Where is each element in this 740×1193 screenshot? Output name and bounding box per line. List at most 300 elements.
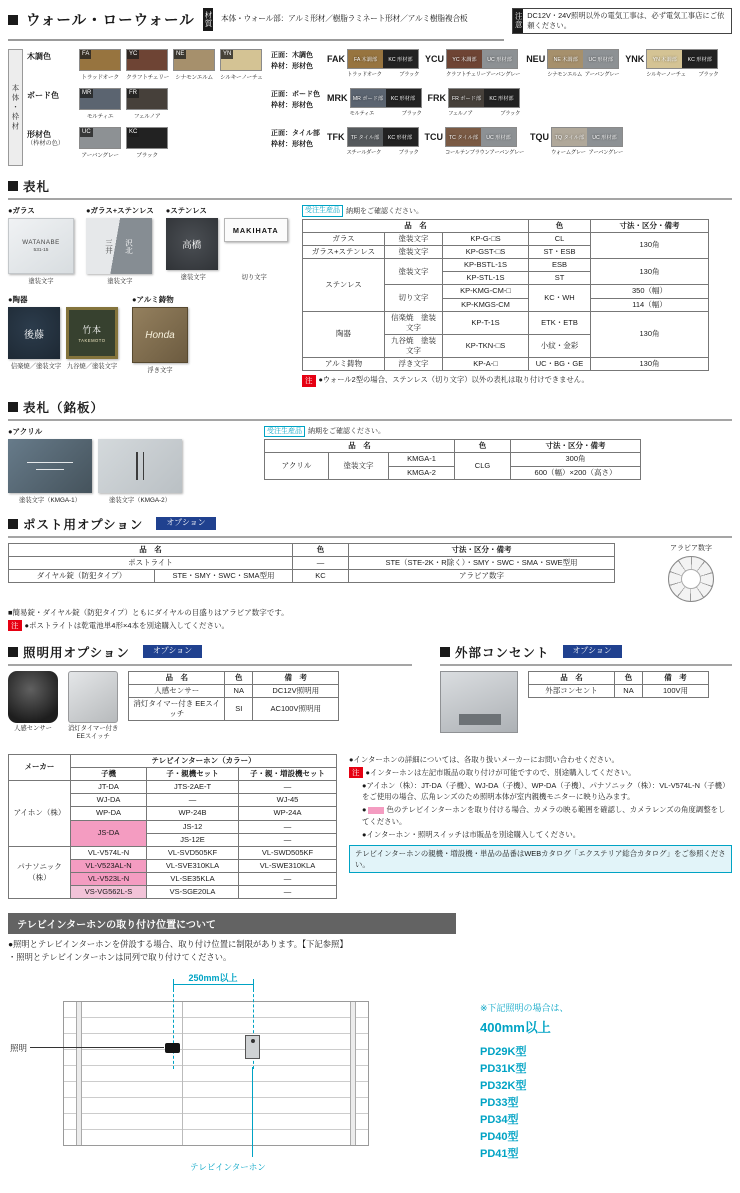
combo-front-name: ウォームグレー — [550, 150, 586, 156]
side-note-line2: 400mm以上 — [480, 1020, 551, 1036]
color-combo — [625, 49, 718, 78]
combo-front-swatch: FR ボード部 — [449, 89, 484, 107]
glass-nameplate-image: WATANABE 531-15 — [8, 218, 74, 274]
combo-frame-swatch: KC 形材部 — [383, 128, 418, 146]
combo-frame-swatch: KC 形材部 — [386, 89, 421, 107]
table-header-cell: メーカー — [9, 754, 71, 780]
combo-front-swatch: TF タイル部 — [348, 128, 383, 146]
combo-swatch — [547, 49, 619, 69]
material-text: 本体・ウォール部：アルミ形材／樹脂ラミネート形材／アルミ樹脂複合板 — [221, 14, 468, 24]
plate-caption: 九谷焼／塗装文字 — [66, 363, 118, 370]
caution-text: DC12V・24V照明以外の電気工事は、必ず電気工事店にご依頼ください。 — [527, 11, 725, 31]
section-square-icon — [440, 647, 450, 657]
section-square-icon — [8, 181, 18, 191]
motion-sensor-image — [8, 671, 58, 723]
combo-frame-swatch: UC 形材部 — [587, 128, 622, 146]
table-header-cell: 色 — [529, 219, 591, 232]
material-badge: 材質 — [203, 8, 213, 31]
table-cell: KP-GST-□S — [443, 246, 529, 259]
stainless-paint-nameplate-image: 高橋 — [166, 218, 218, 270]
interphone-note-3: ●アイホン（株）：JT-DA（子機）、WJ-DA（子機）、WP-DA（子機）、パナソニック（株）：VL-V574L-N（子機）をご使用の場合、広角レンズのため照明本体が室内親機モニターに映り込みます。 — [362, 781, 730, 802]
combo-code: FAK — [327, 54, 345, 64]
made-to-order-note: 受注生産品 納期をご確認ください。 — [302, 205, 732, 217]
table-cell: ダイヤル錠（防犯タイプ） — [9, 569, 155, 582]
color-chip — [126, 127, 168, 149]
color-chip — [126, 49, 168, 71]
interphone-note-4: ● 色のテレビインターホンを取り付ける場合、カメラの映る範囲を確認し、カメラレンズの角度調整をしてください。 — [362, 805, 726, 826]
lamp-centerline — [173, 989, 174, 1069]
table-cell: STE・SMY・SWC・SMA型用 — [155, 569, 293, 582]
page-title: ウォール・ローウォール — [26, 13, 195, 29]
table-cell: アイホン（株） — [9, 781, 71, 847]
web-catalog-note: テレビインターホンの親機・増設機・単品の品番はWEBカタログ「エクステリア総合カタログ」をご参照ください。 — [349, 845, 732, 873]
table-cell: KMGA-2 — [389, 466, 455, 479]
color-combo — [327, 49, 419, 78]
combo-label: 正面：ボード色 枠材：形材色 — [271, 91, 320, 109]
wall-drawing — [63, 1001, 369, 1146]
table-cell: 130角 — [591, 358, 709, 371]
interphone-note-1: ●インターホンの詳細については、各取り扱いメーカーにお問い合わせください。 — [349, 754, 619, 764]
nameplate-group-glass: ●ガラス WATANABE 531-15 塗装文字 — [8, 205, 74, 285]
table-cell: VL-SWE310KLA — [239, 859, 337, 872]
acrylic-table — [264, 439, 641, 479]
page-header — [8, 8, 732, 41]
table-cell: SI — [225, 697, 253, 720]
table-cell: WJ-45 — [239, 794, 337, 807]
nameplate-group-stainless: ●ステンレス 高橋 MAKIHATA 塗装文字 切り文字 — [166, 205, 288, 281]
table-cell: パナソニック（株） — [9, 846, 71, 899]
color-section — [8, 49, 732, 166]
table-cell: VL-V574L-N — [71, 846, 147, 859]
combo-front-swatch — [348, 50, 383, 68]
combo-code: TFK — [327, 132, 345, 142]
table-cell: ― — [239, 781, 337, 794]
combo-frame-name: ブラック — [698, 72, 719, 78]
pd-type-item: PD31K型 — [480, 1063, 527, 1076]
mounting-side-notes — [470, 971, 569, 1179]
option-badge: オプション — [143, 645, 202, 658]
interphone-icon — [245, 1035, 260, 1059]
combo-front-label: NE 木調部 — [553, 56, 578, 63]
color-row-wood — [27, 49, 732, 81]
note-badge: 注 — [302, 375, 316, 386]
color-combo — [425, 127, 524, 156]
nameplate-group-glass-stainless: ●ガラス+ステンレス 三井 沢北 塗装文字 — [86, 206, 154, 285]
combo-code: YCU — [425, 54, 445, 64]
table-cell: ST — [529, 272, 591, 285]
combo-frame-swatch — [682, 50, 717, 68]
combo-frame-name: ブラック — [398, 150, 419, 156]
nameplate-section-title — [8, 177, 732, 200]
title-square-icon — [8, 15, 18, 25]
color-combo — [526, 49, 619, 78]
motion-sensor-caption: 人感センサー — [14, 724, 52, 732]
table-cell: UC・BG・GE — [529, 358, 591, 371]
combo-front-swatch: TQ タイル部 — [552, 128, 587, 146]
section-title-text: 照明用オプション — [23, 645, 130, 660]
table-cell: KP-BSTL-1S — [443, 259, 529, 272]
color-chip — [126, 88, 168, 110]
group-label-text: ボード色 — [27, 91, 59, 100]
interphone-leader-line — [252, 1067, 253, 1157]
combo-list — [327, 49, 732, 78]
combo-code: YNK — [625, 54, 645, 64]
caution-badge: 注意 — [513, 9, 523, 33]
nameplate-section — [8, 177, 732, 387]
table-cell: WJ-DA — [71, 794, 147, 807]
combo-swatch — [646, 49, 718, 69]
ee-switch-caption-2: EEスイッチ — [76, 732, 110, 740]
interphone-note-2: 注 ●インターホンは左記市販品の取り付けが可能ですので、別途購入してください。 — [349, 767, 732, 778]
plaque-section — [8, 398, 732, 504]
combo-front-name: クラフトチェリー — [446, 72, 486, 78]
side-note-line1: ※下記照明の場合は、 — [480, 1003, 569, 1014]
color-chip — [79, 127, 121, 149]
table-cell: KP-A-□ — [443, 358, 529, 371]
made-to-order-badge: 受注生産品 — [302, 205, 343, 217]
color-name: フェルノア — [133, 114, 161, 120]
made-to-order-note: 受注生産品 納期をご確認ください。 — [264, 426, 641, 438]
table-cell: VL-SVE310KLA — [147, 859, 239, 872]
plate-caption: 塗装文字 — [28, 278, 54, 285]
pink-color-chip — [368, 807, 384, 814]
color-swatch — [126, 49, 168, 81]
combo-code: TCU — [424, 132, 443, 142]
kutani-nameplate-image: 竹本 TAKEMOTO — [66, 307, 118, 359]
table-cell: ガラス — [303, 232, 385, 245]
combo-front-swatch — [548, 50, 583, 68]
swatch-list — [79, 88, 271, 120]
plate-caption: 塗装文字 — [180, 274, 206, 281]
pd-type-item: PD40型 — [480, 1131, 519, 1144]
combo-swatch — [551, 127, 623, 147]
dimension-line — [173, 984, 253, 985]
table-cell: WP-DA — [71, 807, 147, 820]
combo-swatch — [445, 127, 517, 147]
color-code: FA — [82, 51, 90, 57]
combo-front-swatch: MR ボード部 — [351, 89, 386, 107]
interphone-table — [8, 754, 337, 899]
table-cell: JS-DA — [71, 820, 147, 846]
table-cell: ステンレス — [303, 259, 385, 312]
combo-label — [271, 49, 327, 72]
table-header-cell: 子・親機セット — [147, 768, 239, 781]
combo-swatch — [448, 88, 520, 108]
combo-front-label: YN 木調部 — [652, 56, 677, 63]
table-cell: 350（幅） — [591, 285, 709, 298]
table-cell: JS-12E — [147, 833, 239, 846]
nameplate-group-cast-aluminum: ●アルミ鋳物 Honda 浮き文字 — [132, 294, 188, 374]
color-row-board — [27, 88, 732, 120]
combo-front-swatch: TC タイル部 — [446, 128, 481, 146]
table-cell: 300角 — [511, 453, 641, 466]
color-combo — [425, 49, 520, 78]
combo-frame-name: アーバングレー — [588, 150, 623, 156]
post-note-1: ■簡易錠・ダイヤル錠（防犯タイプ）ともにダイヤルの目盛りはアラビア数字です。 — [8, 607, 289, 617]
table-cell: ESB — [529, 259, 591, 272]
combo-frame-name: アーバングレー — [584, 72, 620, 78]
color-code: UC — [82, 129, 91, 135]
arabic-numerals-label: アラビア数字 — [670, 544, 712, 552]
option-badge: オプション — [156, 517, 215, 530]
table-cell: ― — [239, 833, 337, 846]
table-cell: JT-DA — [71, 781, 147, 794]
combo-frame-swatch — [482, 50, 517, 68]
section-title-text: ポスト用オプション — [23, 517, 144, 532]
combo-swatch — [347, 127, 419, 147]
color-code: KC — [129, 129, 138, 135]
combo-swatch — [347, 49, 419, 69]
color-code: FR — [129, 90, 137, 96]
combo-frame-label: KC 形材部 — [687, 56, 712, 63]
pd-type-item: PD33型 — [480, 1097, 519, 1110]
table-header-cell: 品 名 — [265, 440, 455, 453]
swatch-list — [79, 49, 271, 81]
combo-front-name: スチールダーク — [346, 150, 382, 156]
combo-frame-label: KC 形材部 — [388, 56, 413, 63]
color-swatch — [173, 49, 215, 81]
cast-aluminum-nameplate-image: Honda — [132, 307, 188, 363]
combo-frame-label: UC 形材部 — [487, 56, 512, 63]
color-code: YN — [223, 51, 232, 57]
section-title-text: 外部コンセント — [455, 645, 550, 660]
color-name: アーバングレー — [81, 153, 119, 159]
color-chip — [79, 49, 121, 71]
mounting-position-section — [8, 913, 732, 1179]
dimension-label: 250mm以上 — [188, 973, 238, 984]
acrylic-plate-2-image — [98, 439, 182, 493]
table-header-cell: テレビインターホン（カラー） — [71, 754, 337, 767]
table-cell: STE（STE-2K・R除く）・SMY・SWC・SMA・SWE型用 — [349, 556, 615, 569]
combo-front-name: フェルノア — [448, 111, 473, 117]
note-badge: 注 — [349, 767, 363, 778]
table-header-cell: 寸法・区分・備考 — [591, 219, 709, 232]
interphone-note-5: ●インターホン・照明スイッチは市販品を別途購入してください。 — [362, 829, 581, 839]
plate-caption: 切り文字 — [241, 274, 267, 281]
color-chip — [79, 88, 121, 110]
dial-lock-image — [668, 556, 714, 602]
table-cell: 100V用 — [643, 684, 709, 697]
combo-front-swatch — [647, 50, 682, 68]
acrylic-caption-2: 塗装文字（KMGA-2） — [109, 496, 171, 504]
table-cell: VS-VG562L-S — [71, 886, 147, 899]
color-name: シルキーノーチェ — [220, 75, 263, 81]
table-cell: WP-24A — [239, 807, 337, 820]
table-header-cell: 品 名 — [303, 219, 529, 232]
combo-front-label: YC 木調部 — [452, 56, 477, 63]
table-cell: KMGA-1 — [389, 453, 455, 466]
nameplate-table — [302, 219, 732, 372]
color-combo — [530, 127, 623, 156]
ee-switch-caption-1: 消灯タイマー付き — [68, 724, 119, 732]
table-cell: ETK・ETB — [529, 311, 591, 334]
shigaraki-nameplate-image: 後藤 — [8, 307, 60, 359]
combo-code: NEU — [526, 54, 546, 64]
note-badge: 注 — [8, 620, 22, 631]
post-note-2: 注 ●ポストライトは乾電池単4形×4本を別途購入してください。 — [8, 620, 732, 632]
acrylic-caption-1: 塗装文字（KMGA-1） — [19, 496, 81, 504]
table-cell: VL-SWD505KF — [239, 846, 337, 859]
plate-caption: 浮き文字 — [147, 367, 173, 374]
mounting-bullet-2: ・照明とテレビインターホンは同列で取り付けてください。 — [8, 951, 232, 962]
post-option-section — [8, 515, 732, 632]
lamp-label: 照明 — [10, 1043, 28, 1054]
table-cell: VL-V523AL-N — [71, 859, 147, 872]
combo-frame-swatch — [583, 50, 618, 68]
glass-stainless-nameplate-image: 三井 沢北 — [86, 218, 152, 274]
color-name: モルティエ — [86, 114, 114, 120]
section-title-text: 表札 — [23, 180, 51, 194]
table-cell: JS-12 — [147, 820, 239, 833]
table-cell: 切り文字 — [385, 285, 443, 311]
table-cell: JTS-2AE-T — [147, 781, 239, 794]
combo-frame-name: ブラック — [500, 111, 520, 117]
combo-front-label: FA 木調部 — [353, 56, 378, 63]
table-header-cell: 品 名 — [9, 543, 293, 556]
interphone-section — [8, 754, 732, 899]
post-option-table — [8, 543, 615, 583]
color-combo — [327, 88, 422, 117]
interphone-notes — [349, 754, 732, 899]
table-cell: KP-KMGS-CM — [443, 298, 529, 311]
combo-swatch — [350, 88, 422, 108]
swatch-list — [79, 127, 271, 159]
table-cell: VS-SGE20LA — [147, 886, 239, 899]
color-chip — [173, 49, 215, 71]
outlet-section — [440, 643, 732, 741]
combo-code: FRK — [427, 93, 446, 103]
table-cell: KP-STL-1S — [443, 272, 529, 285]
combo-label: 正面：タイル部 枠材：形材色 — [271, 130, 320, 148]
table-cell: 人感センサー — [129, 684, 225, 697]
acrylic-label: ●アクリル — [8, 426, 43, 436]
section-square-icon — [8, 402, 18, 412]
combo-frame-name: アーバングレー — [489, 150, 524, 156]
color-swatch — [220, 49, 262, 81]
table-cell: アラビア数字 — [349, 569, 615, 582]
combo-list — [327, 127, 732, 156]
arabic-numerals-dial — [668, 543, 732, 602]
section-square-icon — [8, 519, 18, 529]
table-cell: CL — [529, 232, 591, 245]
plate-caption: 信楽焼／塗装文字 — [10, 363, 62, 370]
nameplate-group-pottery: ●陶器 後藤 竹本 TAKEMOTO 信楽焼／塗装文字 九谷焼／塗装文字 — [8, 294, 120, 370]
table-cell: ガラス+ステンレス — [303, 246, 385, 259]
interphone-label: テレビインターホン — [190, 1162, 266, 1173]
table-header-cell: 色 — [225, 671, 253, 684]
combo-frame-name: ブラック — [399, 72, 419, 78]
lighting-option-section — [8, 643, 412, 741]
group-label-text: 木調色 — [27, 52, 51, 61]
table-cell: NA — [225, 684, 253, 697]
mounting-section-title: テレビインターホンの取り付け位置について — [8, 913, 456, 934]
table-cell: ― — [147, 794, 239, 807]
group-label-text: 形材色 — [27, 130, 51, 139]
table-cell: 130角 — [591, 311, 709, 358]
combo-front-name: モルティエ — [349, 111, 375, 117]
table-cell: KP-KMG-CM-□ — [443, 285, 529, 298]
table-cell: KC — [293, 569, 349, 582]
table-cell: KP-TKN-□S — [443, 334, 529, 357]
color-combo — [327, 127, 419, 156]
table-cell: ポストライト — [9, 556, 293, 569]
table-cell: 塗装文字 — [385, 246, 443, 259]
pd-type-item: PD32K型 — [480, 1080, 527, 1093]
table-cell: 小紋・金彩 — [529, 334, 591, 357]
table-header-cell: 品 名 — [129, 671, 225, 684]
combo-frame-name: アーバングレー — [485, 72, 521, 78]
color-code: YC — [129, 51, 138, 57]
table-cell: 130角 — [591, 259, 709, 285]
table-cell: DC12V照明用 — [253, 684, 339, 697]
table-cell: KP-G-□S — [443, 232, 529, 245]
pd-type-list — [480, 1044, 569, 1163]
color-swatch — [79, 88, 121, 120]
table-cell: アルミ鋳物 — [303, 358, 385, 371]
color-swatch — [126, 88, 168, 120]
lamp-leader-line — [30, 1047, 164, 1048]
stainless-cut-nameplate-image: MAKIHATA — [224, 218, 288, 242]
color-group-label — [27, 49, 79, 62]
table-cell: CLG — [455, 453, 511, 479]
combo-list — [327, 88, 732, 117]
table-cell: ― — [239, 820, 337, 833]
table-header-cell: 色 — [615, 671, 643, 684]
combo-front-name: コールテンブラウン — [445, 150, 490, 156]
color-name: シナモンエルム — [175, 75, 213, 81]
combo-frame-swatch: KC 形材部 — [484, 89, 519, 107]
made-to-order-badge: 受注生産品 — [264, 426, 305, 438]
table-header-cell: 子機 — [71, 768, 147, 781]
table-cell: NA — [615, 684, 643, 697]
color-name: クラフトチェリー — [126, 75, 170, 81]
plate-caption: 塗装文字 — [107, 278, 133, 285]
table-cell: AC100V照明用 — [253, 697, 339, 720]
table-cell: 塗装文字 — [329, 453, 389, 479]
option-badge: オプション — [563, 645, 622, 658]
table-header-cell: 備 考 — [253, 671, 339, 684]
table-cell: VL-V523L-N — [71, 873, 147, 886]
pd-type-item: PD29K型 — [480, 1046, 527, 1059]
table-cell: 消灯タイマー付き EEスイッチ — [129, 697, 225, 720]
table-cell: ― — [239, 886, 337, 899]
combo-frame-swatch: UC 形材部 — [481, 128, 516, 146]
table-cell: 600（幅）×200（高さ） — [511, 466, 641, 479]
color-rows — [27, 49, 732, 166]
table-cell: 陶器 — [303, 311, 385, 358]
outdoor-outlet-image — [440, 671, 518, 733]
table-cell: VL-SE35KLA — [147, 873, 239, 886]
combo-code: MRK — [327, 93, 348, 103]
combo-front-name: シナモンエルム — [547, 72, 582, 78]
combo-front-name: トラッドオーク — [347, 72, 382, 78]
combo-front-name: シルキーノーチェ — [646, 72, 686, 78]
color-combo — [428, 88, 521, 117]
lamp-icon — [165, 1043, 180, 1053]
combo-front-swatch — [447, 50, 482, 68]
color-chip — [220, 49, 262, 71]
combo-frame-label: UC 形材部 — [588, 56, 613, 63]
table-cell: 塗装文字 — [385, 232, 443, 245]
color-row-frame: 形材色 （枠材の色） UC アーバングレー KC ブラック 正面：タイル部 枠材：形材色 TFK TF タイル部 KC 形材部 スチールダーク ブラック TCU TC タイル部 UC 形材部 コールテンブラウン アーバングレー TQU TQ タイル部 UC 形材部 ウォームグレー アーバングレー — [27, 127, 732, 159]
acrylic-plate-1-image — [8, 439, 92, 493]
table-cell: 信楽焼 塗装文字 — [385, 311, 443, 334]
mounting-diagram — [8, 971, 470, 1179]
table-header-cell: 備 考 — [643, 671, 709, 684]
table-cell: ― — [293, 556, 349, 569]
combo-label-frame: 枠材：形材色 — [271, 62, 313, 70]
table-header-cell: 寸法・区分・備考 — [511, 440, 641, 453]
